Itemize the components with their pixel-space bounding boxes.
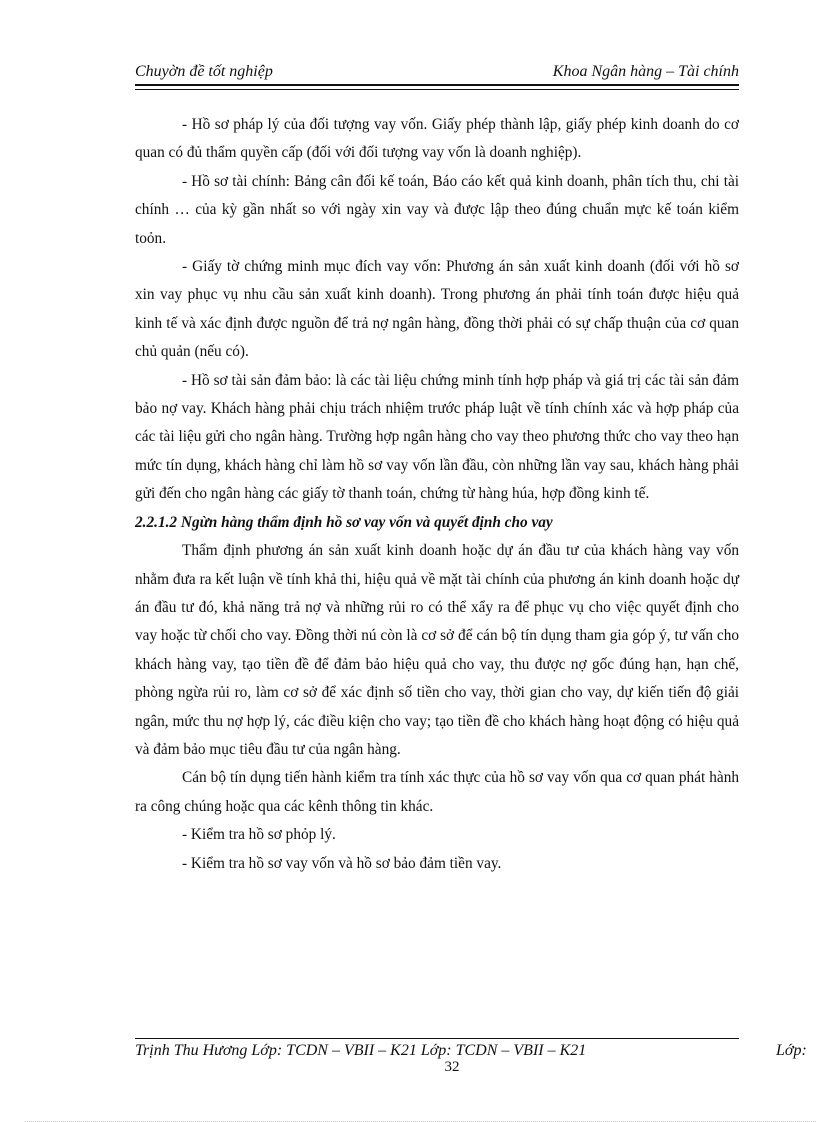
page-bottom-divider xyxy=(25,1121,816,1122)
header-rule-thick xyxy=(135,84,739,86)
paragraph-purpose-documents: - Giấy tờ chứng minh mục đích vay vốn: Phương án sản xuất kinh doanh (đối với hồ sơ xin vay phục vụ nhu cầu sản xuất kinh doanh). Trong phương án phải tính toán được hiệu quả kinh tế và xác định được nguồn để trả nợ ngân hàng, đồng thời phải có sự chấp thuận của cơ quan chủ quản (nếu có). xyxy=(135,258,739,361)
paragraph-appraisal: Thẩm định phương án sản xuất kinh doanh hoặc dự án đầu tư của khách hàng vay vốn nhằm đưa ra kết luận về tính khả thi, hiệu quả về mặt tài chính của phương án kinh doanh hoặc dự án đầu tư đó, khả năng trả nợ và những rủi ro có thể xẩy ra để phục vụ cho việc quyết định cho vay hoặc từ chối cho vay. Đồng thời nú còn là cơ sở để cán bộ tín dụng tham gia góp ý, tư vấn cho khách hàng vay, tạo tiền đề để đảm bảo hiệu quả cho vay, thu được nợ gốc đúng hạn, hạn chế, phòng ngừa rủi ro, làm cơ sở để xác định số tiền cho vay, thời gian cho vay, dự kiến tiến độ giải ngân, mức thu nợ hợp lý, các điều kiện cho vay; tạo tiền đề cho khách hàng hoạt động có hiệu quả và đảm bảo mục tiêu đầu tư của ngân hàng. xyxy=(135,542,739,758)
paragraph-verification: Cán bộ tín dụng tiến hành kiểm tra tính xác thực của hồ sơ vay vốn qua cơ quan phát hành ra công chúng hoặc qua các kênh thông tin khác. xyxy=(135,769,739,815)
paragraph-collateral-documents: - Hồ sơ tài sản đảm bảo: là các tài liệu chứng minh tính hợp pháp và giá trị các tài sản đảm bảo nợ vay. Khách hàng phải chịu trách nhiệm trước pháp luật về tính chính xác và hợp pháp của các tài liệu gửi cho ngân hàng. Trường hợp ngân hàng cho vay theo phương thức cho vay theo hạn mức tín dụng, khách hàng chỉ làm hồ sơ vay vốn lần đầu, còn những lần vay sau, khách hàng phải gửi đến cho ngân hàng các giấy tờ thanh toán, chứng từ hàng húa, hợp đồng kinh tế. xyxy=(135,371,739,503)
paragraph-check-loan: - Kiểm tra hồ sơ vay vốn và hồ sơ bảo đảm tiền vay. xyxy=(182,854,502,872)
page-header xyxy=(135,60,739,84)
header-title-right: Khoa Ngân hàng – Tài chính xyxy=(552,63,739,80)
section-heading: 2.2.1.2 Ngừn hàng thẩm định hồ sơ vay vốn và quyết định cho vay xyxy=(135,513,553,531)
paragraph-legal-documents: - Hồ sơ pháp lý của đối tượng vay vốn. Giấy phép thành lập, giấy phép kinh doanh do cơ quan có đủ thẩm quyền cấp (đối với đối tượng vay vốn là doanh nghiệp). xyxy=(135,116,739,162)
header-title-left: Chuyờn đề tốt nghiệp xyxy=(135,63,273,80)
page-number: 32 xyxy=(444,1059,460,1075)
footer-class-label: Lớp: xyxy=(776,1042,807,1059)
paragraph-financial-documents: - Hồ sơ tài chính: Bảng cân đối kế toán, Báo cáo kết quả kinh doanh, phân tích thu, chi tài chính … của kỳ gần nhất so với ngày xin vay và được lập theo đúng chuẩn mực kế toán kiểm toỏn. xyxy=(135,172,739,247)
header-rule-thin xyxy=(135,89,739,90)
document-body xyxy=(135,111,739,878)
footer-rule xyxy=(135,1038,739,1039)
footer-author-class: Trịnh Thu Hương Lớp: TCDN – VBII – K21 Lớp: TCDN – VBII – K21 xyxy=(135,1042,587,1059)
paragraph-check-legal: - Kiểm tra hồ sơ phỏp lý. xyxy=(182,826,336,844)
